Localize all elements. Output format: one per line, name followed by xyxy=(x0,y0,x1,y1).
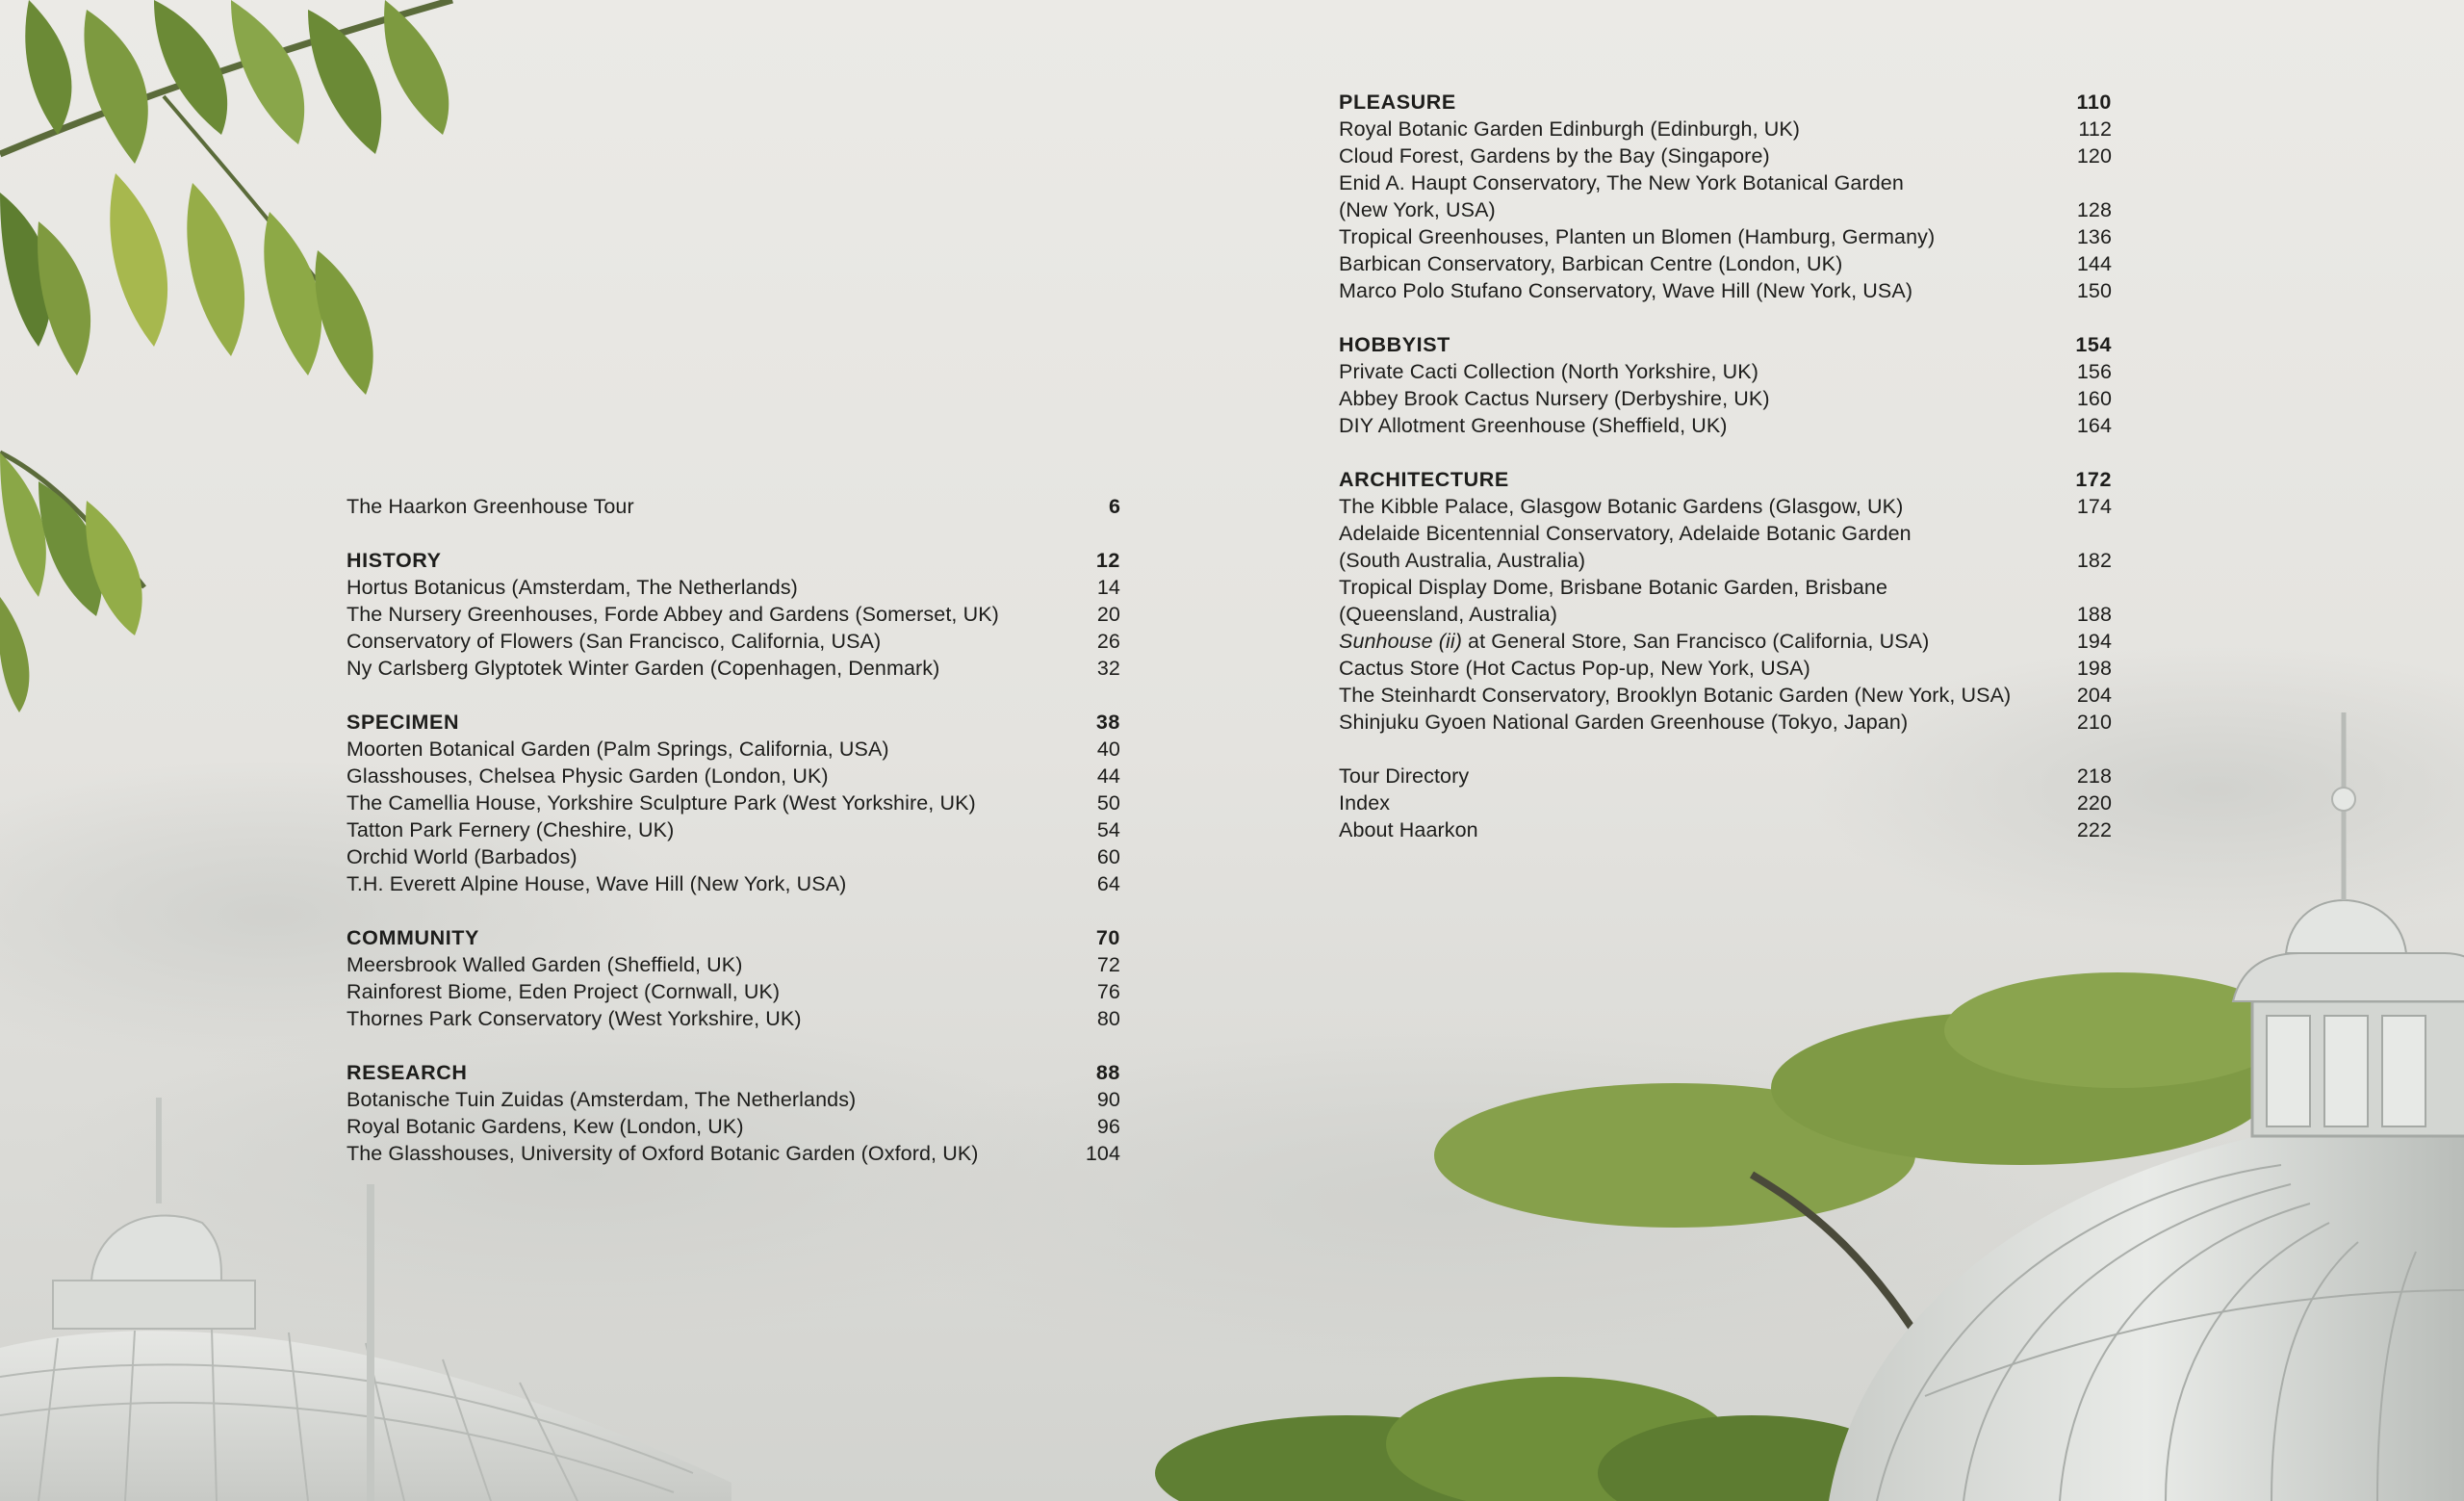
entry-title: Barbican Conservatory, Barbican Centre (London, UK) xyxy=(1339,252,1843,275)
page-number: 50 xyxy=(1096,791,1120,815)
entry-title: SPECIMEN xyxy=(346,711,460,734)
toc-entry xyxy=(346,628,1120,655)
entry-title: The Haarkon Greenhouse Tour xyxy=(346,495,634,518)
toc-entry xyxy=(1339,169,2112,223)
entry-title: Royal Botanic Garden Edinburgh (Edinburgh, UK) xyxy=(1339,117,1801,141)
toc-entry xyxy=(346,789,1120,816)
toc-entry xyxy=(1339,628,2112,655)
toc-entry xyxy=(346,870,1120,897)
entry-title: The Steinhardt Conservatory, Brooklyn Botanic Garden (New York, USA) xyxy=(1339,684,2012,707)
toc-entry xyxy=(1339,277,2112,304)
page-number: 40 xyxy=(1096,738,1120,761)
entry-title-rest: at General Store, San Francisco (California, USA) xyxy=(1461,630,1930,653)
entry-title: HOBBYIST xyxy=(1339,333,1450,356)
entry-title: ARCHITECTURE xyxy=(1339,468,1509,491)
toc-entry xyxy=(346,951,1120,978)
section-spacer xyxy=(346,682,1120,709)
page-number: 110 xyxy=(2076,91,2112,114)
entry-title-italic: Sunhouse (ii) xyxy=(1339,630,1462,653)
entry-title: Index xyxy=(1339,791,1391,815)
entry-title: Cloud Forest, Gardens by the Bay (Singapore) xyxy=(1339,144,1770,168)
page-number: 172 xyxy=(2075,468,2112,491)
entry-title: Tatton Park Fernery (Cheshire, UK) xyxy=(346,818,675,841)
page-number: 14 xyxy=(1096,576,1120,599)
page-number: 64 xyxy=(1096,872,1120,895)
page-number: 188 xyxy=(2076,603,2112,626)
section-heading xyxy=(1339,466,2112,493)
toc-entry xyxy=(346,816,1120,843)
toc-entry xyxy=(1339,358,2112,385)
entry-title: Rainforest Biome, Eden Project (Cornwall, UK) xyxy=(346,980,781,1003)
entry-title: Meersbrook Walled Garden (Sheffield, UK) xyxy=(346,953,743,976)
page-number: 54 xyxy=(1096,818,1120,841)
toc-entry xyxy=(1339,789,2112,816)
page-number: 20 xyxy=(1096,603,1120,626)
entry-title: RESEARCH xyxy=(346,1061,468,1084)
entry-title: Thornes Park Conservatory (West Yorkshire, UK) xyxy=(346,1007,802,1030)
page-number: 164 xyxy=(2076,414,2112,437)
page-number: 204 xyxy=(2076,684,2112,707)
entry-title: Cactus Store (Hot Cactus Pop-up, New York, USA) xyxy=(1339,657,1810,680)
entry-title: Private Cacti Collection (North Yorkshire, UK) xyxy=(1339,360,1758,383)
page-number: 76 xyxy=(1096,980,1120,1003)
page-number: 154 xyxy=(2075,333,2112,356)
page-number: 136 xyxy=(2076,225,2112,248)
entry-title: Orchid World (Barbados) xyxy=(346,845,578,868)
page-number: 38 xyxy=(1095,711,1120,734)
toc-entry xyxy=(1339,142,2112,169)
page-number: 156 xyxy=(2076,360,2112,383)
page-number: 96 xyxy=(1096,1115,1120,1138)
toc-entry xyxy=(346,843,1120,870)
toc-entry xyxy=(346,978,1120,1005)
page-number: 104 xyxy=(1085,1142,1120,1165)
entry-title: Conservatory of Flowers (San Francisco, California, USA) xyxy=(346,630,882,653)
toc-entry xyxy=(346,601,1120,628)
section-spacer xyxy=(346,1032,1120,1059)
entry-title: PLEASURE xyxy=(1339,91,1456,114)
section-spacer xyxy=(1339,439,2112,466)
page-number: 222 xyxy=(2076,818,2112,841)
page-number: 80 xyxy=(1096,1007,1120,1030)
toc-entry xyxy=(346,493,1120,520)
page-number: 72 xyxy=(1096,953,1120,976)
toc-entry xyxy=(346,763,1120,789)
section-heading xyxy=(346,547,1120,574)
section-spacer xyxy=(346,897,1120,924)
page-number: 182 xyxy=(2076,549,2112,572)
toc-entry xyxy=(346,574,1120,601)
entry-title: Marco Polo Stufano Conservatory, Wave Hill (New York, USA) xyxy=(1339,279,1913,302)
entry-title: Tropical Greenhouses, Planten un Blomen (Hamburg, Germany) xyxy=(1339,225,1936,248)
section-spacer xyxy=(1339,304,2112,331)
page-number: 160 xyxy=(2076,387,2112,410)
entry-title: Tropical Display Dome, Brisbane Botanic Garden, Brisbane (Queensland, Australia) xyxy=(1339,576,1888,626)
page-number: 150 xyxy=(2076,279,2112,302)
section-spacer xyxy=(1339,736,2112,763)
toc-entry xyxy=(1339,250,2112,277)
toc-entry xyxy=(1339,655,2112,682)
entry-title: T.H. Everett Alpine House, Wave Hill (New York, USA) xyxy=(346,872,847,895)
page-number: 128 xyxy=(2076,198,2112,221)
toc-entry xyxy=(346,1086,1120,1113)
entry-title: Hortus Botanicus (Amsterdam, The Netherlands) xyxy=(346,576,798,599)
page-number: 218 xyxy=(2076,764,2112,788)
page-number: 6 xyxy=(1108,495,1120,518)
page-number: 194 xyxy=(2076,630,2112,653)
toc-entry xyxy=(1339,574,2112,628)
entry-title: Moorten Botanical Garden (Palm Springs, California, USA) xyxy=(346,738,889,761)
entry-title: Tour Directory xyxy=(1339,764,1470,788)
page-number: 220 xyxy=(2076,791,2112,815)
entry-title: Abbey Brook Cactus Nursery (Derbyshire, UK) xyxy=(1339,387,1770,410)
entry-title: The Kibble Palace, Glasgow Botanic Gardens (Glasgow, UK) xyxy=(1339,495,1904,518)
page-number: 44 xyxy=(1096,764,1120,788)
toc-entry xyxy=(1339,520,2112,574)
page-number: 112 xyxy=(2078,117,2112,141)
toc-entry xyxy=(346,1005,1120,1032)
page-number: 198 xyxy=(2076,657,2112,680)
page-number: 174 xyxy=(2076,495,2112,518)
entry-title: Adelaide Bicentennial Conservatory, Adelaide Botanic Garden (South Australia, Australia) xyxy=(1339,522,1912,572)
section-spacer xyxy=(346,520,1120,547)
section-heading xyxy=(346,924,1120,951)
toc-entry xyxy=(346,1140,1120,1167)
toc-right-column xyxy=(1339,89,2112,843)
toc-entry xyxy=(1339,385,2112,412)
page-number: 88 xyxy=(1095,1061,1120,1084)
toc-entry xyxy=(1339,116,2112,142)
toc-entry xyxy=(346,736,1120,763)
toc-entry xyxy=(346,1113,1120,1140)
toc-left-column xyxy=(346,493,1120,1167)
entry-title: The Nursery Greenhouses, Forde Abbey and Gardens (Somerset, UK) xyxy=(346,603,999,626)
toc-entry xyxy=(1339,682,2112,709)
section-heading xyxy=(346,709,1120,736)
page-number: 32 xyxy=(1096,657,1120,680)
page-number: 144 xyxy=(2076,252,2112,275)
page-number: 70 xyxy=(1095,926,1120,949)
toc-entry xyxy=(1339,763,2112,789)
toc-entry xyxy=(1339,493,2112,520)
toc-entry xyxy=(346,655,1120,682)
section-heading xyxy=(346,1059,1120,1086)
entry-title: The Camellia House, Yorkshire Sculpture Park (West Yorkshire, UK) xyxy=(346,791,976,815)
section-heading xyxy=(1339,89,2112,116)
entry-title: The Glasshouses, University of Oxford Botanic Garden (Oxford, UK) xyxy=(346,1142,979,1165)
entry-title: About Haarkon xyxy=(1339,818,1478,841)
toc-entry xyxy=(1339,816,2112,843)
entry-title: DIY Allotment Greenhouse (Sheffield, UK) xyxy=(1339,414,1728,437)
page-number: 12 xyxy=(1095,549,1120,572)
page-number: 210 xyxy=(2076,711,2112,734)
page-number: 26 xyxy=(1096,630,1120,653)
entry-title xyxy=(1339,628,1967,655)
toc-entry xyxy=(1339,412,2112,439)
toc-entry xyxy=(1339,223,2112,250)
page-number: 120 xyxy=(2076,144,2112,168)
section-heading xyxy=(1339,331,2112,358)
entry-title: Enid A. Haupt Conservatory, The New York Botanical Garden (New York, USA) xyxy=(1339,171,1904,221)
entry-title: Shinjuku Gyoen National Garden Greenhouse (Tokyo, Japan) xyxy=(1339,711,1909,734)
toc-entry xyxy=(1339,709,2112,736)
entry-title: Glasshouses, Chelsea Physic Garden (London, UK) xyxy=(346,764,829,788)
entry-title: HISTORY xyxy=(346,549,442,572)
page-number: 90 xyxy=(1096,1088,1120,1111)
page-number: 60 xyxy=(1096,845,1120,868)
entry-title: Royal Botanic Gardens, Kew (London, UK) xyxy=(346,1115,744,1138)
entry-title: Botanische Tuin Zuidas (Amsterdam, The Netherlands) xyxy=(346,1088,857,1111)
entry-title: COMMUNITY xyxy=(346,926,479,949)
entry-title: Ny Carlsberg Glyptotek Winter Garden (Copenhagen, Denmark) xyxy=(346,657,940,680)
